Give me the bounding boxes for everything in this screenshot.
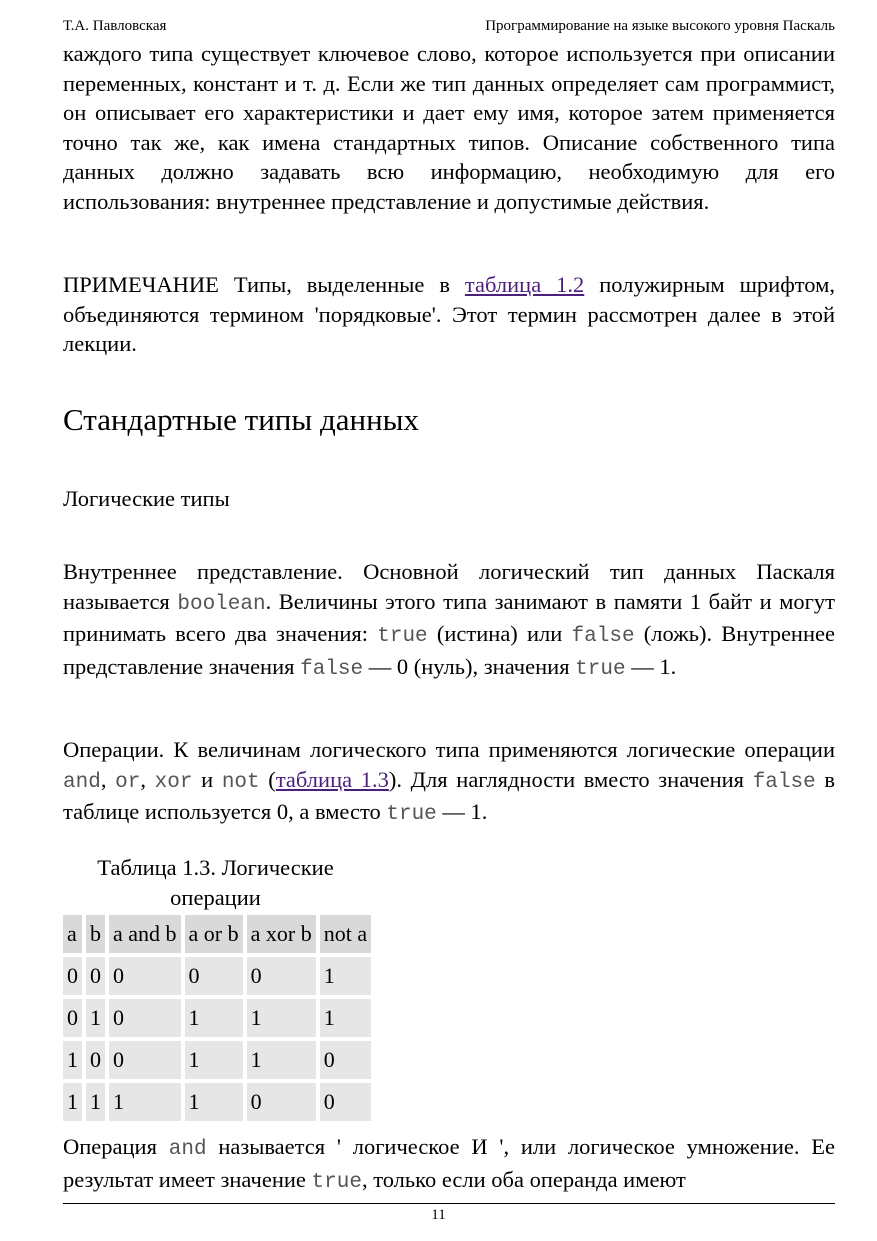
text-segment: Внутреннее представление. Основной логический тип данных Паскаля называется — [63, 559, 835, 614]
table-cell: 0 — [109, 957, 181, 999]
table-row — [63, 1083, 371, 1125]
text-segment: , — [140, 766, 155, 792]
subsection-title: Логические типы — [63, 486, 230, 511]
column-header: a and b — [109, 915, 181, 957]
table-caption: Таблица 1.3. Логические операции — [97, 855, 334, 910]
column-header: a xor b — [247, 915, 316, 957]
table-cell: 0 — [109, 1041, 181, 1083]
text-segment: , — [100, 766, 116, 792]
table-cell: 0 — [109, 999, 181, 1041]
table-cell: 0 — [185, 957, 243, 999]
text-segment: ( — [259, 766, 276, 792]
table-cell: 0 — [320, 1041, 371, 1083]
code-xor: xor — [154, 770, 193, 794]
text-segment: Операция — [63, 1134, 169, 1159]
table-cell: 1 — [247, 1041, 316, 1083]
table-header-row — [63, 915, 371, 957]
running-header — [63, 16, 835, 36]
table-row — [63, 999, 371, 1041]
text-segment: , только если оба операнда имеют — [361, 1166, 686, 1192]
text-segment: и — [192, 766, 222, 792]
code-true: true — [575, 657, 626, 681]
column-header: a — [63, 915, 82, 957]
code-true: true — [311, 1170, 362, 1194]
footer-divider — [63, 1203, 835, 1204]
link-table-1-2[interactable]: таблица 1.2 — [464, 272, 585, 297]
table-cell: 1 — [109, 1083, 181, 1125]
header-book-title: Программирование на языке высокого уровня Паскаль — [485, 18, 835, 34]
table-cell: 1 — [86, 999, 105, 1041]
code-or: or — [115, 770, 141, 794]
table-cell: 1 — [185, 999, 243, 1041]
table-cell: 1 — [320, 957, 371, 999]
table-cell: 1 — [86, 1083, 105, 1125]
code-true: true — [386, 803, 437, 826]
table-cell: 0 — [86, 1041, 105, 1083]
code-false: false — [300, 657, 364, 681]
code-and: and — [63, 770, 101, 794]
code-false: false — [752, 770, 816, 794]
text-segment: . Величины этого типа занимают в памяти 1 байт и могут принимать всего два значения: — [63, 588, 835, 646]
table-cell: 1 — [320, 999, 371, 1041]
note-paragraph — [63, 270, 835, 359]
table-cell: 0 — [86, 957, 105, 999]
table-cell: 1 — [185, 1041, 243, 1083]
table-cell: 1 — [63, 1041, 82, 1083]
table-cell: 0 — [247, 1083, 316, 1125]
table-row — [63, 957, 371, 999]
code-true: true — [377, 625, 428, 648]
note-text-before: ПРИМЕЧАНИЕ Типы, выделенные в — [63, 272, 465, 297]
text-segment: — 1. — [625, 653, 677, 679]
table-cell: 0 — [63, 957, 82, 999]
table-cell: 1 — [247, 999, 316, 1041]
note-text-after: полужирным шрифтом, объединяются термином 'порядковые'. Этот термин рассмотрен далее в этой лекции. — [63, 272, 835, 356]
column-header: a or b — [185, 915, 243, 957]
code-false: false — [571, 625, 635, 648]
table-cell: 0 — [63, 999, 82, 1041]
section-title: Стандартные типы данных — [63, 402, 419, 437]
link-table-1-3[interactable]: таблица 1.3 — [275, 766, 389, 792]
paragraph-operations — [63, 735, 835, 830]
table-cell: 0 — [247, 957, 316, 999]
text-segment: ). Для наглядности вместо значения — [388, 766, 753, 792]
table-cell: 1 — [185, 1083, 243, 1125]
code-not: not — [221, 770, 260, 794]
paragraph-type-keywords: каждого типа существует ключевое слово, которое используется при описании переменных, констант и т. д. Если же тип данных определяет сам программист, он описывает его характеристики и дает ему имя, которое затем применяется точно так же, как имена стандартных типов. Описание собственного типа данных должно задавать всю информацию, необходимую для его использования: внутреннее представление и допустимые действия. — [63, 41, 835, 214]
paragraph-internal-representation — [63, 557, 835, 684]
header-author: Т.А. Павловская — [63, 18, 167, 34]
column-header: not a — [320, 915, 371, 957]
text-segment: — 1. — [436, 799, 488, 824]
text-segment: называется ' логическое И ', или логическое умножение. Ее результат имеет значение — [63, 1134, 835, 1192]
text-segment: (истина) или — [427, 621, 572, 646]
text-segment: (ложь). Внутреннее представление значения — [63, 621, 835, 679]
table-row — [63, 1041, 371, 1083]
page-number: 11 — [431, 1207, 446, 1223]
logic-operations-table — [59, 915, 375, 1125]
text-segment: в таблице используется 0, а вместо — [63, 766, 835, 824]
table-cell: 0 — [320, 1083, 371, 1125]
code-and: and — [168, 1138, 207, 1161]
text-segment: Операции. К величинам логического типа применяются логические операции — [63, 737, 835, 762]
paragraph-and-operation — [63, 1132, 835, 1197]
text-segment: — 0 (нуль), значения — [363, 653, 576, 679]
table-cell: 1 — [63, 1083, 82, 1125]
code-boolean: boolean — [177, 592, 266, 616]
column-header: b — [86, 915, 105, 957]
